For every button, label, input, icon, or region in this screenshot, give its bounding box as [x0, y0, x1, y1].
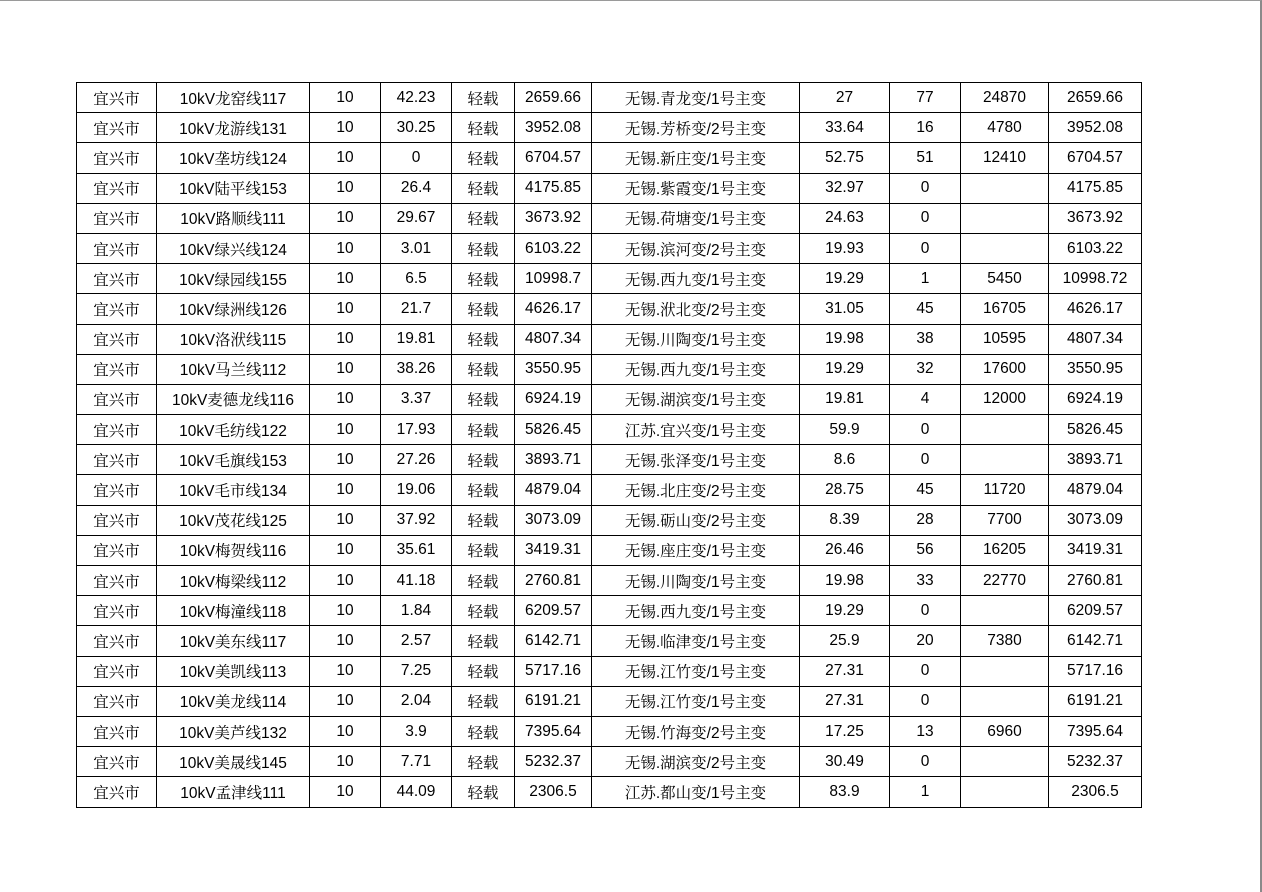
cell-col10-value — [961, 203, 1049, 233]
cell-voltage: 10 — [310, 264, 381, 294]
cell-col11-value: 3550.95 — [1049, 354, 1142, 384]
cell-col11-value: 5232.37 — [1049, 747, 1142, 777]
cell-line-name: 10kV垄坊线124 — [157, 143, 310, 173]
cell-col4-value: 19.81 — [381, 324, 452, 354]
cell-load-status: 轻载 — [452, 294, 515, 324]
cell-col8-value: 19.93 — [800, 233, 890, 263]
cell-col11-value: 3073.09 — [1049, 505, 1142, 535]
cell-col6-value: 6704.57 — [515, 143, 592, 173]
cell-col6-value: 6924.19 — [515, 384, 592, 414]
cell-col4-value: 29.67 — [381, 203, 452, 233]
cell-line-name: 10kV毛市线134 — [157, 475, 310, 505]
cell-col10-value: 10595 — [961, 324, 1049, 354]
cell-city: 宜兴市 — [77, 173, 157, 203]
cell-col10-value: 22770 — [961, 566, 1049, 596]
cell-line-name: 10kV美晟线145 — [157, 747, 310, 777]
cell-col8-value: 19.29 — [800, 264, 890, 294]
cell-col10-value: 16205 — [961, 535, 1049, 565]
cell-voltage: 10 — [310, 445, 381, 475]
cell-col9-value: 0 — [890, 173, 961, 203]
cell-voltage: 10 — [310, 83, 381, 113]
cell-col11-value: 6704.57 — [1049, 143, 1142, 173]
cell-city: 宜兴市 — [77, 777, 157, 807]
cell-substation-transformer: 江苏.都山变/1号主变 — [592, 777, 800, 807]
cell-col4-value: 7.25 — [381, 656, 452, 686]
cell-voltage: 10 — [310, 475, 381, 505]
cell-city: 宜兴市 — [77, 83, 157, 113]
table-row — [77, 233, 1142, 263]
cell-city: 宜兴市 — [77, 354, 157, 384]
cell-col10-value — [961, 233, 1049, 263]
cell-col8-value: 17.25 — [800, 716, 890, 746]
cell-col9-value: 45 — [890, 475, 961, 505]
cell-col8-value: 8.6 — [800, 445, 890, 475]
cell-city: 宜兴市 — [77, 566, 157, 596]
cell-col9-value: 0 — [890, 686, 961, 716]
cell-substation-transformer: 无锡.座庄变/1号主变 — [592, 535, 800, 565]
table-row — [77, 264, 1142, 294]
cell-substation-transformer: 无锡.滨河变/2号主变 — [592, 233, 800, 263]
table-row — [77, 656, 1142, 686]
cell-substation-transformer: 无锡.青龙变/1号主变 — [592, 83, 800, 113]
table-row — [77, 294, 1142, 324]
cell-col9-value: 0 — [890, 233, 961, 263]
cell-substation-transformer: 无锡.新庄变/1号主变 — [592, 143, 800, 173]
cell-col10-value — [961, 415, 1049, 445]
cell-col4-value: 3.9 — [381, 716, 452, 746]
table-row — [77, 535, 1142, 565]
cell-col4-value: 6.5 — [381, 264, 452, 294]
cell-col11-value: 6103.22 — [1049, 233, 1142, 263]
cell-col4-value: 17.93 — [381, 415, 452, 445]
cell-col6-value: 3952.08 — [515, 113, 592, 143]
cell-col11-value: 3952.08 — [1049, 113, 1142, 143]
table-row — [77, 716, 1142, 746]
cell-col8-value: 19.98 — [800, 566, 890, 596]
table-row — [77, 203, 1142, 233]
cell-col11-value: 2306.5 — [1049, 777, 1142, 807]
cell-line-name: 10kV茂花线125 — [157, 505, 310, 535]
cell-voltage: 10 — [310, 656, 381, 686]
cell-col4-value: 26.4 — [381, 173, 452, 203]
cell-load-status: 轻载 — [452, 445, 515, 475]
cell-col9-value: 32 — [890, 354, 961, 384]
cell-col6-value: 3550.95 — [515, 354, 592, 384]
cell-col9-value: 0 — [890, 203, 961, 233]
cell-col4-value: 44.09 — [381, 777, 452, 807]
cell-col6-value: 3893.71 — [515, 445, 592, 475]
cell-substation-transformer: 无锡.紫霞变/1号主变 — [592, 173, 800, 203]
cell-load-status: 轻载 — [452, 384, 515, 414]
cell-col9-value: 1 — [890, 264, 961, 294]
cell-col9-value: 0 — [890, 415, 961, 445]
cell-line-name: 10kV梅梁线112 — [157, 566, 310, 596]
cell-substation-transformer: 无锡.湖滨变/2号主变 — [592, 747, 800, 777]
cell-col6-value: 4879.04 — [515, 475, 592, 505]
table-row — [77, 324, 1142, 354]
cell-col11-value: 4626.17 — [1049, 294, 1142, 324]
cell-col9-value: 33 — [890, 566, 961, 596]
cell-col6-value: 6142.71 — [515, 626, 592, 656]
cell-col10-value: 24870 — [961, 83, 1049, 113]
cell-voltage: 10 — [310, 505, 381, 535]
cell-col6-value: 6103.22 — [515, 233, 592, 263]
cell-col6-value: 6191.21 — [515, 686, 592, 716]
cell-voltage: 10 — [310, 747, 381, 777]
table-row — [77, 384, 1142, 414]
cell-city: 宜兴市 — [77, 475, 157, 505]
cell-load-status: 轻载 — [452, 113, 515, 143]
cell-load-status: 轻载 — [452, 203, 515, 233]
cell-city: 宜兴市 — [77, 233, 157, 263]
cell-col8-value: 19.29 — [800, 596, 890, 626]
cell-col9-value: 0 — [890, 445, 961, 475]
cell-line-name: 10kV麦德龙线116 — [157, 384, 310, 414]
cell-col11-value: 4879.04 — [1049, 475, 1142, 505]
cell-line-name: 10kV龙游线131 — [157, 113, 310, 143]
cell-city: 宜兴市 — [77, 113, 157, 143]
cell-col11-value: 6191.21 — [1049, 686, 1142, 716]
cell-load-status: 轻载 — [452, 686, 515, 716]
cell-col9-value: 13 — [890, 716, 961, 746]
cell-col8-value: 25.9 — [800, 626, 890, 656]
cell-col8-value: 26.46 — [800, 535, 890, 565]
cell-col8-value: 24.63 — [800, 203, 890, 233]
cell-col8-value: 52.75 — [800, 143, 890, 173]
cell-line-name: 10kV龙窑线117 — [157, 83, 310, 113]
cell-load-status: 轻载 — [452, 596, 515, 626]
cell-col11-value: 4807.34 — [1049, 324, 1142, 354]
cell-line-name: 10kV路顺线111 — [157, 203, 310, 233]
cell-city: 宜兴市 — [77, 747, 157, 777]
cell-col9-value: 56 — [890, 535, 961, 565]
cell-substation-transformer: 无锡.川陶变/1号主变 — [592, 566, 800, 596]
cell-load-status: 轻载 — [452, 566, 515, 596]
cell-col10-value: 16705 — [961, 294, 1049, 324]
table-row — [77, 626, 1142, 656]
table-row — [77, 445, 1142, 475]
data-table — [76, 82, 1142, 808]
cell-col9-value: 0 — [890, 747, 961, 777]
cell-city: 宜兴市 — [77, 535, 157, 565]
cell-substation-transformer: 无锡.荷塘变/1号主变 — [592, 203, 800, 233]
cell-voltage: 10 — [310, 354, 381, 384]
cell-col8-value: 19.98 — [800, 324, 890, 354]
cell-col6-value: 2659.66 — [515, 83, 592, 113]
cell-col4-value: 2.04 — [381, 686, 452, 716]
cell-col10-value — [961, 445, 1049, 475]
cell-substation-transformer: 无锡.川陶变/1号主变 — [592, 324, 800, 354]
cell-col6-value: 10998.7 — [515, 264, 592, 294]
cell-col9-value: 77 — [890, 83, 961, 113]
cell-voltage: 10 — [310, 143, 381, 173]
cell-col4-value: 41.18 — [381, 566, 452, 596]
cell-col8-value: 19.81 — [800, 384, 890, 414]
cell-col11-value: 5717.16 — [1049, 656, 1142, 686]
cell-col10-value: 5450 — [961, 264, 1049, 294]
cell-col9-value: 45 — [890, 294, 961, 324]
cell-substation-transformer: 无锡.竹海变/2号主变 — [592, 716, 800, 746]
cell-col4-value: 27.26 — [381, 445, 452, 475]
cell-col10-value — [961, 173, 1049, 203]
cell-col10-value: 12410 — [961, 143, 1049, 173]
cell-col6-value: 5826.45 — [515, 415, 592, 445]
cell-col11-value: 6142.71 — [1049, 626, 1142, 656]
cell-substation-transformer: 无锡.砺山变/2号主变 — [592, 505, 800, 535]
cell-col9-value: 0 — [890, 656, 961, 686]
cell-city: 宜兴市 — [77, 656, 157, 686]
cell-col6-value: 4807.34 — [515, 324, 592, 354]
cell-voltage: 10 — [310, 626, 381, 656]
cell-col6-value: 3419.31 — [515, 535, 592, 565]
cell-col4-value: 3.01 — [381, 233, 452, 263]
cell-col11-value: 7395.64 — [1049, 716, 1142, 746]
cell-col4-value: 7.71 — [381, 747, 452, 777]
cell-city: 宜兴市 — [77, 505, 157, 535]
cell-substation-transformer: 无锡.西九变/1号主变 — [592, 596, 800, 626]
table-row — [77, 475, 1142, 505]
cell-voltage: 10 — [310, 294, 381, 324]
table-row — [77, 566, 1142, 596]
table-row — [77, 596, 1142, 626]
cell-col6-value: 2306.5 — [515, 777, 592, 807]
cell-col4-value: 1.84 — [381, 596, 452, 626]
cell-substation-transformer: 无锡.湖滨变/1号主变 — [592, 384, 800, 414]
cell-city: 宜兴市 — [77, 596, 157, 626]
cell-substation-transformer: 无锡.北庄变/2号主变 — [592, 475, 800, 505]
cell-col8-value: 27.31 — [800, 656, 890, 686]
cell-voltage: 10 — [310, 203, 381, 233]
cell-line-name: 10kV绿园线155 — [157, 264, 310, 294]
table-row — [77, 354, 1142, 384]
cell-substation-transformer: 江苏.宜兴变/1号主变 — [592, 415, 800, 445]
cell-col8-value: 19.29 — [800, 354, 890, 384]
cell-col11-value: 4175.85 — [1049, 173, 1142, 203]
cell-col10-value — [961, 686, 1049, 716]
cell-line-name: 10kV马兰线112 — [157, 354, 310, 384]
cell-city: 宜兴市 — [77, 294, 157, 324]
cell-col6-value: 6209.57 — [515, 596, 592, 626]
table-body — [77, 83, 1142, 808]
cell-col10-value: 6960 — [961, 716, 1049, 746]
cell-col10-value: 12000 — [961, 384, 1049, 414]
cell-load-status: 轻载 — [452, 173, 515, 203]
cell-col10-value — [961, 747, 1049, 777]
cell-city: 宜兴市 — [77, 203, 157, 233]
cell-voltage: 10 — [310, 535, 381, 565]
cell-load-status: 轻载 — [452, 777, 515, 807]
cell-col8-value: 33.64 — [800, 113, 890, 143]
cell-col10-value — [961, 777, 1049, 807]
cell-col4-value: 19.06 — [381, 475, 452, 505]
cell-city: 宜兴市 — [77, 415, 157, 445]
cell-load-status: 轻载 — [452, 716, 515, 746]
table-row — [77, 505, 1142, 535]
cell-load-status: 轻载 — [452, 233, 515, 263]
cell-substation-transformer: 无锡.临津变/1号主变 — [592, 626, 800, 656]
cell-col11-value: 6209.57 — [1049, 596, 1142, 626]
cell-col9-value: 4 — [890, 384, 961, 414]
cell-col10-value — [961, 596, 1049, 626]
cell-col8-value: 32.97 — [800, 173, 890, 203]
cell-col8-value: 8.39 — [800, 505, 890, 535]
cell-col9-value: 38 — [890, 324, 961, 354]
cell-substation-transformer: 无锡.西九变/1号主变 — [592, 354, 800, 384]
cell-voltage: 10 — [310, 566, 381, 596]
cell-line-name: 10kV美凯线113 — [157, 656, 310, 686]
table-row — [77, 113, 1142, 143]
cell-city: 宜兴市 — [77, 716, 157, 746]
cell-line-name: 10kV洛洑线115 — [157, 324, 310, 354]
table-row — [77, 747, 1142, 777]
cell-city: 宜兴市 — [77, 324, 157, 354]
cell-voltage: 10 — [310, 415, 381, 445]
cell-city: 宜兴市 — [77, 626, 157, 656]
cell-city: 宜兴市 — [77, 143, 157, 173]
cell-voltage: 10 — [310, 233, 381, 263]
cell-col11-value: 6924.19 — [1049, 384, 1142, 414]
cell-col11-value: 2659.66 — [1049, 83, 1142, 113]
cell-col8-value: 83.9 — [800, 777, 890, 807]
cell-col4-value: 38.26 — [381, 354, 452, 384]
cell-col9-value: 16 — [890, 113, 961, 143]
cell-col10-value: 17600 — [961, 354, 1049, 384]
cell-city: 宜兴市 — [77, 445, 157, 475]
cell-col4-value: 30.25 — [381, 113, 452, 143]
cell-col9-value: 1 — [890, 777, 961, 807]
cell-load-status: 轻载 — [452, 324, 515, 354]
cell-col8-value: 31.05 — [800, 294, 890, 324]
cell-col11-value: 3893.71 — [1049, 445, 1142, 475]
cell-col8-value: 28.75 — [800, 475, 890, 505]
cell-load-status: 轻载 — [452, 505, 515, 535]
cell-load-status: 轻载 — [452, 354, 515, 384]
cell-voltage: 10 — [310, 777, 381, 807]
cell-col6-value: 5232.37 — [515, 747, 592, 777]
table-row — [77, 143, 1142, 173]
cell-line-name: 10kV陆平线153 — [157, 173, 310, 203]
cell-city: 宜兴市 — [77, 384, 157, 414]
table-row — [77, 415, 1142, 445]
cell-line-name: 10kV梅贺线116 — [157, 535, 310, 565]
cell-load-status: 轻载 — [452, 264, 515, 294]
cell-col9-value: 51 — [890, 143, 961, 173]
cell-col4-value: 3.37 — [381, 384, 452, 414]
cell-load-status: 轻载 — [452, 656, 515, 686]
cell-substation-transformer: 无锡.江竹变/1号主变 — [592, 656, 800, 686]
cell-load-status: 轻载 — [452, 747, 515, 777]
cell-line-name: 10kV毛旗线153 — [157, 445, 310, 475]
cell-voltage: 10 — [310, 173, 381, 203]
cell-col10-value: 11720 — [961, 475, 1049, 505]
cell-col11-value: 3673.92 — [1049, 203, 1142, 233]
cell-voltage: 10 — [310, 596, 381, 626]
cell-col11-value: 10998.72 — [1049, 264, 1142, 294]
table-row — [77, 173, 1142, 203]
cell-col6-value: 5717.16 — [515, 656, 592, 686]
cell-col8-value: 30.49 — [800, 747, 890, 777]
cell-voltage: 10 — [310, 113, 381, 143]
cell-col4-value: 2.57 — [381, 626, 452, 656]
cell-col11-value: 2760.81 — [1049, 566, 1142, 596]
cell-col10-value: 7380 — [961, 626, 1049, 656]
cell-col9-value: 28 — [890, 505, 961, 535]
cell-line-name: 10kV美龙线114 — [157, 686, 310, 716]
cell-load-status: 轻载 — [452, 143, 515, 173]
cell-voltage: 10 — [310, 716, 381, 746]
cell-col4-value: 42.23 — [381, 83, 452, 113]
cell-col4-value: 35.61 — [381, 535, 452, 565]
cell-line-name: 10kV美芦线132 — [157, 716, 310, 746]
cell-line-name: 10kV绿兴线124 — [157, 233, 310, 263]
cell-line-name: 10kV绿洲线126 — [157, 294, 310, 324]
cell-col11-value: 5826.45 — [1049, 415, 1142, 445]
cell-substation-transformer: 无锡.芳桥变/2号主变 — [592, 113, 800, 143]
cell-col4-value: 37.92 — [381, 505, 452, 535]
cell-col11-value: 3419.31 — [1049, 535, 1142, 565]
cell-col8-value: 27 — [800, 83, 890, 113]
cell-col6-value: 2760.81 — [515, 566, 592, 596]
cell-voltage: 10 — [310, 686, 381, 716]
cell-col4-value: 21.7 — [381, 294, 452, 324]
cell-load-status: 轻载 — [452, 535, 515, 565]
table-row — [77, 686, 1142, 716]
cell-col9-value: 0 — [890, 596, 961, 626]
cell-col6-value: 4626.17 — [515, 294, 592, 324]
cell-line-name: 10kV毛纺线122 — [157, 415, 310, 445]
cell-col6-value: 4175.85 — [515, 173, 592, 203]
cell-line-name: 10kV美东线117 — [157, 626, 310, 656]
table-row — [77, 83, 1142, 113]
cell-col8-value: 27.31 — [800, 686, 890, 716]
cell-substation-transformer: 无锡.江竹变/1号主变 — [592, 686, 800, 716]
cell-col6-value: 3673.92 — [515, 203, 592, 233]
cell-substation-transformer: 无锡.西九变/1号主变 — [592, 264, 800, 294]
cell-substation-transformer: 无锡.张泽变/1号主变 — [592, 445, 800, 475]
cell-col10-value: 4780 — [961, 113, 1049, 143]
cell-city: 宜兴市 — [77, 686, 157, 716]
cell-col9-value: 20 — [890, 626, 961, 656]
cell-col10-value — [961, 656, 1049, 686]
cell-col10-value: 7700 — [961, 505, 1049, 535]
cell-load-status: 轻载 — [452, 475, 515, 505]
cell-substation-transformer: 无锡.洑北变/2号主变 — [592, 294, 800, 324]
table-row — [77, 777, 1142, 807]
cell-load-status: 轻载 — [452, 626, 515, 656]
cell-line-name: 10kV梅潼线118 — [157, 596, 310, 626]
cell-load-status: 轻载 — [452, 415, 515, 445]
cell-col6-value: 7395.64 — [515, 716, 592, 746]
cell-col8-value: 59.9 — [800, 415, 890, 445]
cell-load-status: 轻载 — [452, 83, 515, 113]
cell-col6-value: 3073.09 — [515, 505, 592, 535]
cell-line-name: 10kV孟津线111 — [157, 777, 310, 807]
cell-voltage: 10 — [310, 384, 381, 414]
cell-col4-value: 0 — [381, 143, 452, 173]
cell-voltage: 10 — [310, 324, 381, 354]
cell-city: 宜兴市 — [77, 264, 157, 294]
